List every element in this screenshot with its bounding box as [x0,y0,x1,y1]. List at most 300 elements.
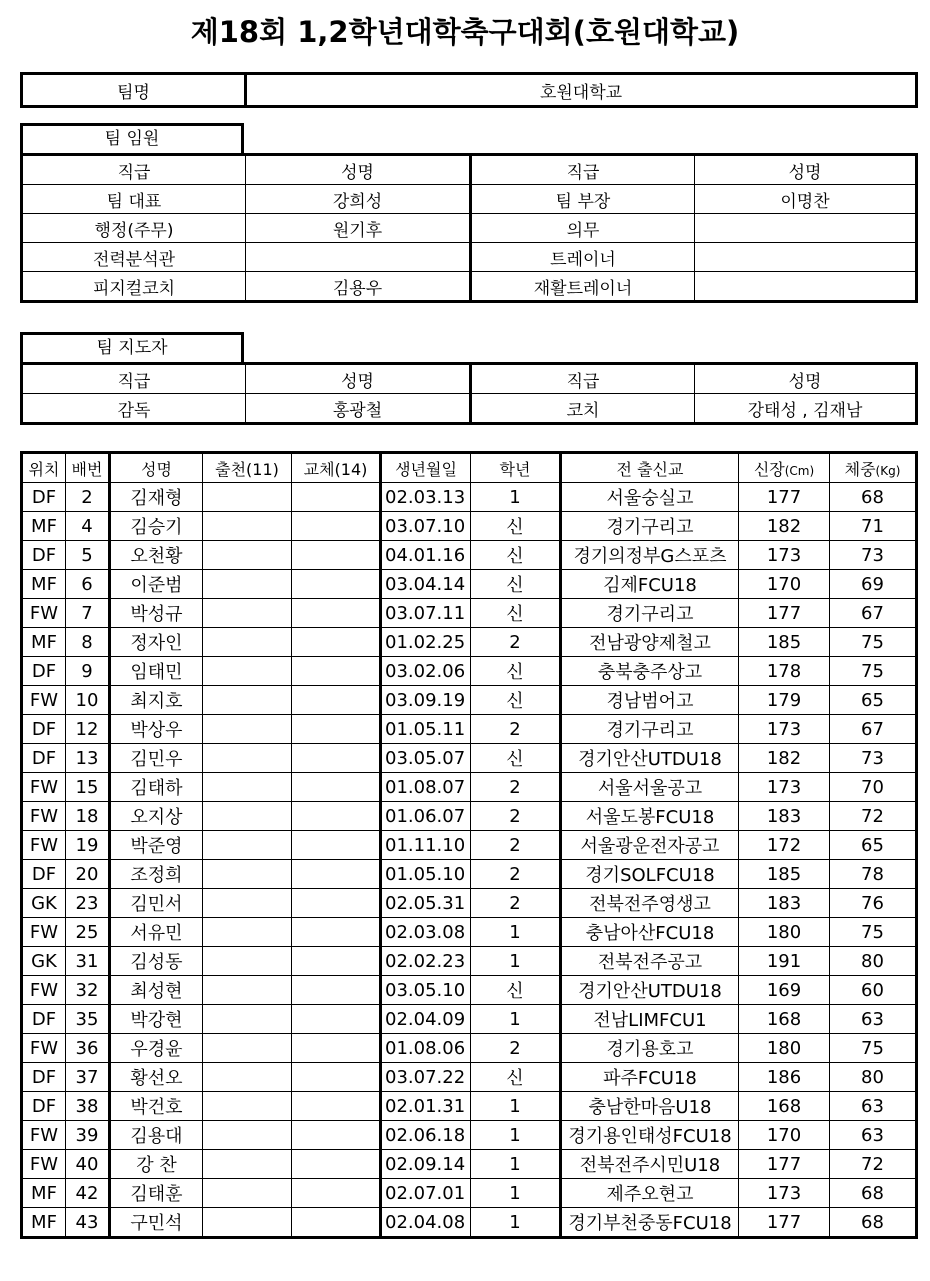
player-name: 최지호 [110,686,203,715]
player-school: 경기구리고 [561,715,739,744]
player-name: 강 찬 [110,1150,203,1179]
header-weight-unit: (Kg) [875,463,901,478]
player-weight: 67 [830,599,917,628]
officials-cell [695,243,917,272]
player-grade: 1 [471,1208,561,1238]
player-position: FW [22,918,66,947]
player-position: GK [22,947,66,976]
player-position: FW [22,802,66,831]
player-sub-cell [292,802,381,831]
player-row [22,541,917,570]
player-position: MF [22,570,66,599]
player-sub-cell [292,686,381,715]
player-dob: 01.11.10 [381,831,471,860]
player-school: 충남한마음U18 [561,1092,739,1121]
player-starter-cell [203,715,292,744]
player-grade: 1 [471,1150,561,1179]
player-weight: 68 [830,1179,917,1208]
officials-cell: 전력분석관 [22,243,246,272]
player-grade: 1 [471,918,561,947]
player-school: 전북전주시민U18 [561,1150,739,1179]
player-starter-cell [203,860,292,889]
player-starter-cell [203,628,292,657]
header-grade: 학년 [471,453,561,483]
player-grade: 1 [471,1005,561,1034]
player-dob: 01.06.07 [381,802,471,831]
player-number: 40 [66,1150,110,1179]
officials-cell: 팀 부장 [471,185,695,214]
player-school: 경기구리고 [561,512,739,541]
player-grade: 신 [471,599,561,628]
player-grade: 신 [471,744,561,773]
player-number: 2 [66,483,110,512]
player-starter-cell [203,947,292,976]
officials-cell: 의무 [471,214,695,243]
player-sub-cell [292,628,381,657]
player-row [22,657,917,686]
player-height: 183 [739,889,830,918]
player-grade: 2 [471,715,561,744]
coaches-header-cell: 성명 [246,364,471,394]
player-height: 168 [739,1092,830,1121]
player-row [22,628,917,657]
player-position: DF [22,541,66,570]
player-sub-cell [292,918,381,947]
header-school: 전 출신교 [561,453,739,483]
player-dob: 02.04.08 [381,1208,471,1238]
player-dob: 02.03.13 [381,483,471,512]
player-height: 168 [739,1005,830,1034]
player-weight: 69 [830,570,917,599]
player-weight: 67 [830,715,917,744]
player-grade: 2 [471,773,561,802]
player-dob: 02.01.31 [381,1092,471,1121]
player-sub-cell [292,773,381,802]
player-sub-cell [292,715,381,744]
player-weight: 75 [830,657,917,686]
player-starter-cell [203,570,292,599]
player-dob: 03.05.07 [381,744,471,773]
player-dob: 03.09.19 [381,686,471,715]
officials-cell [246,243,471,272]
officials-cell: 행정(주무) [22,214,246,243]
header-weight [830,453,917,483]
player-height: 170 [739,570,830,599]
player-weight: 75 [830,918,917,947]
officials-section-label: 팀 임원 [20,123,244,153]
player-row [22,686,917,715]
officials-cell [695,272,917,302]
player-grade: 1 [471,1092,561,1121]
player-name: 박준영 [110,831,203,860]
player-starter-cell [203,802,292,831]
player-height: 170 [739,1121,830,1150]
player-height: 177 [739,483,830,512]
header-sub: 교체(14) [292,453,381,483]
player-grade: 신 [471,570,561,599]
player-dob: 04.01.16 [381,541,471,570]
player-dob: 01.08.07 [381,773,471,802]
player-number: 37 [66,1063,110,1092]
player-row [22,1005,917,1034]
player-school: 서울도봉FCU18 [561,802,739,831]
player-name: 서유민 [110,918,203,947]
player-number: 6 [66,570,110,599]
coaches-cell: 홍광철 [246,394,471,424]
team-label: 팀명 [22,74,246,107]
player-row [22,1179,917,1208]
player-dob: 01.02.25 [381,628,471,657]
player-position: DF [22,657,66,686]
player-position: DF [22,1005,66,1034]
player-number: 35 [66,1005,110,1034]
player-school: 전북전주영생고 [561,889,739,918]
player-height: 180 [739,918,830,947]
header-name: 성명 [110,453,203,483]
player-starter-cell [203,831,292,860]
player-height: 173 [739,773,830,802]
player-starter-cell [203,657,292,686]
player-dob: 02.06.18 [381,1121,471,1150]
player-sub-cell [292,541,381,570]
player-row [22,1208,917,1238]
header-weight-label: 체중 [844,459,876,479]
coaches-header-row [22,364,917,394]
player-position: DF [22,715,66,744]
player-school: 경기용인태성FCU18 [561,1121,739,1150]
player-grade: 1 [471,947,561,976]
player-dob: 02.05.31 [381,889,471,918]
officials-cell: 이명찬 [695,185,917,214]
player-height: 173 [739,541,830,570]
player-dob: 03.04.14 [381,570,471,599]
player-school: 경기안산UTDU18 [561,744,739,773]
player-name: 김태훈 [110,1179,203,1208]
player-sub-cell [292,1005,381,1034]
officials-cell: 재활트레이너 [471,272,695,302]
player-row [22,1121,917,1150]
player-row [22,1034,917,1063]
player-name: 최성현 [110,976,203,1005]
player-name: 조정희 [110,860,203,889]
player-school: 전남광양제철고 [561,628,739,657]
player-sub-cell [292,570,381,599]
player-starter-cell [203,1208,292,1238]
team-name-table [20,72,918,108]
player-number: 19 [66,831,110,860]
header-starter: 출천(11) [203,453,292,483]
officials-cell [695,214,917,243]
player-name: 박건호 [110,1092,203,1121]
player-height: 177 [739,1208,830,1238]
player-grade: 신 [471,541,561,570]
player-weight: 76 [830,889,917,918]
player-dob: 01.05.10 [381,860,471,889]
player-weight: 65 [830,686,917,715]
player-sub-cell [292,512,381,541]
player-row [22,773,917,802]
officials-table [20,153,918,303]
player-dob: 02.04.09 [381,1005,471,1034]
player-position: DF [22,860,66,889]
player-name: 김용대 [110,1121,203,1150]
player-sub-cell [292,1150,381,1179]
player-sub-cell [292,947,381,976]
player-row [22,1063,917,1092]
player-name: 임태민 [110,657,203,686]
player-dob: 03.02.06 [381,657,471,686]
player-school: 경기안산UTDU18 [561,976,739,1005]
player-school: 전남LIMFCU1 [561,1005,739,1034]
player-row [22,860,917,889]
player-row [22,918,917,947]
player-school: 경기SOLFCU18 [561,860,739,889]
player-sub-cell [292,744,381,773]
player-starter-cell [203,483,292,512]
player-weight: 63 [830,1092,917,1121]
player-sub-cell [292,1092,381,1121]
player-dob: 01.08.06 [381,1034,471,1063]
player-height: 178 [739,657,830,686]
player-school: 서울숭실고 [561,483,739,512]
player-number: 13 [66,744,110,773]
player-position: MF [22,628,66,657]
player-number: 10 [66,686,110,715]
coaches-cell: 감독 [22,394,246,424]
player-position: DF [22,483,66,512]
player-starter-cell [203,1121,292,1150]
player-row [22,483,917,512]
player-dob: 03.07.10 [381,512,471,541]
player-height: 182 [739,744,830,773]
player-grade: 신 [471,686,561,715]
player-school: 제주오현고 [561,1179,739,1208]
player-number: 36 [66,1034,110,1063]
player-number: 43 [66,1208,110,1238]
player-grade: 신 [471,976,561,1005]
player-grade: 신 [471,1063,561,1092]
player-number: 7 [66,599,110,628]
player-grade: 2 [471,860,561,889]
player-sub-cell [292,1121,381,1150]
player-name: 구민석 [110,1208,203,1238]
player-position: DF [22,1063,66,1092]
officials-cell: 원기후 [246,214,471,243]
officials-header-cell: 성명 [695,155,917,185]
player-row [22,976,917,1005]
player-height: 185 [739,860,830,889]
player-position: MF [22,1208,66,1238]
player-number: 8 [66,628,110,657]
player-school: 파주FCU18 [561,1063,739,1092]
player-height: 172 [739,831,830,860]
player-sub-cell [292,599,381,628]
player-weight: 72 [830,1150,917,1179]
officials-cell: 피지컬코치 [22,272,246,302]
player-position: MF [22,1179,66,1208]
player-sub-cell [292,889,381,918]
player-position: MF [22,512,66,541]
player-position: FW [22,1034,66,1063]
player-position: DF [22,744,66,773]
player-position: FW [22,1150,66,1179]
player-sub-cell [292,1208,381,1238]
player-starter-cell [203,1092,292,1121]
page-title: 제18회 1,2학년대학축구대회(호원대학교) [190,15,740,49]
player-dob: 03.05.10 [381,976,471,1005]
player-sub-cell [292,1179,381,1208]
player-name: 오천황 [110,541,203,570]
player-starter-cell [203,976,292,1005]
player-row [22,889,917,918]
player-school: 서울서울공고 [561,773,739,802]
header-height-unit: (Cm) [784,463,815,478]
officials-row [22,214,917,243]
player-height: 179 [739,686,830,715]
player-school: 충남아산FCU18 [561,918,739,947]
roster-header-row [22,453,917,483]
player-dob: 03.07.22 [381,1063,471,1092]
player-starter-cell [203,599,292,628]
player-dob: 02.07.01 [381,1179,471,1208]
player-starter-cell [203,744,292,773]
player-height: 191 [739,947,830,976]
player-grade: 신 [471,512,561,541]
player-grade: 1 [471,1179,561,1208]
player-weight: 65 [830,831,917,860]
player-school: 경남범어고 [561,686,739,715]
player-height: 173 [739,715,830,744]
player-grade: 신 [471,657,561,686]
player-position: FW [22,1121,66,1150]
player-school: 경기용호고 [561,1034,739,1063]
officials-cell: 트레이너 [471,243,695,272]
player-height: 183 [739,802,830,831]
player-grade: 2 [471,831,561,860]
player-height: 177 [739,1150,830,1179]
roster-table [20,451,918,1239]
player-starter-cell [203,1005,292,1034]
player-starter-cell [203,889,292,918]
player-position: FW [22,976,66,1005]
coaches-header-cell: 직급 [22,364,246,394]
player-number: 39 [66,1121,110,1150]
player-row [22,802,917,831]
player-dob: 03.07.11 [381,599,471,628]
player-weight: 72 [830,802,917,831]
player-sub-cell [292,657,381,686]
player-grade: 2 [471,1034,561,1063]
player-height: 173 [739,1179,830,1208]
player-number: 31 [66,947,110,976]
officials-header-cell: 직급 [22,155,246,185]
player-school: 충북충주상고 [561,657,739,686]
player-name: 박성규 [110,599,203,628]
player-sub-cell [292,1034,381,1063]
officials-cell: 팀 대표 [22,185,246,214]
player-grade: 1 [471,1121,561,1150]
player-weight: 73 [830,744,917,773]
player-number: 25 [66,918,110,947]
player-number: 42 [66,1179,110,1208]
coaches-table [20,362,918,425]
player-weight: 63 [830,1121,917,1150]
player-grade: 2 [471,889,561,918]
player-weight: 68 [830,1208,917,1238]
officials-row [22,243,917,272]
officials-header-cell: 직급 [471,155,695,185]
player-weight: 63 [830,1005,917,1034]
player-weight: 80 [830,1063,917,1092]
officials-cell: 강희성 [246,185,471,214]
header-number: 배번 [66,453,110,483]
player-name: 김승기 [110,512,203,541]
player-name: 박강현 [110,1005,203,1034]
player-row [22,570,917,599]
player-name: 이준범 [110,570,203,599]
player-row [22,831,917,860]
player-height: 185 [739,628,830,657]
player-weight: 71 [830,512,917,541]
team-name: 호원대학교 [246,74,917,107]
header-dob: 생년월일 [381,453,471,483]
player-starter-cell [203,1179,292,1208]
coaches-cell: 코치 [471,394,695,424]
player-dob: 02.02.23 [381,947,471,976]
player-name: 김민우 [110,744,203,773]
player-height: 186 [739,1063,830,1092]
player-school: 전북전주공고 [561,947,739,976]
player-position: GK [22,889,66,918]
officials-header-row [22,155,917,185]
coaches-header-cell: 성명 [695,364,917,394]
officials-cell: 김용우 [246,272,471,302]
player-number: 9 [66,657,110,686]
player-starter-cell [203,773,292,802]
coaches-header-cell: 직급 [471,364,695,394]
player-position: FW [22,773,66,802]
player-number: 38 [66,1092,110,1121]
officials-header-cell: 성명 [246,155,471,185]
player-sub-cell [292,831,381,860]
player-height: 177 [739,599,830,628]
player-name: 황선오 [110,1063,203,1092]
player-row [22,1150,917,1179]
player-number: 20 [66,860,110,889]
player-sub-cell [292,483,381,512]
player-number: 32 [66,976,110,1005]
player-sub-cell [292,860,381,889]
player-weight: 70 [830,773,917,802]
player-weight: 75 [830,628,917,657]
coaches-row [22,394,917,424]
player-weight: 73 [830,541,917,570]
player-starter-cell [203,1063,292,1092]
officials-row [22,185,917,214]
player-weight: 80 [830,947,917,976]
player-row [22,1092,917,1121]
coaches-cell: 강태성 , 김재남 [695,394,917,424]
player-position: FW [22,831,66,860]
player-position: FW [22,686,66,715]
player-dob: 01.05.11 [381,715,471,744]
player-starter-cell [203,1034,292,1063]
player-starter-cell [203,686,292,715]
player-number: 23 [66,889,110,918]
player-number: 18 [66,802,110,831]
player-sub-cell [292,1063,381,1092]
coaches-section-label: 팀 지도자 [20,332,244,362]
